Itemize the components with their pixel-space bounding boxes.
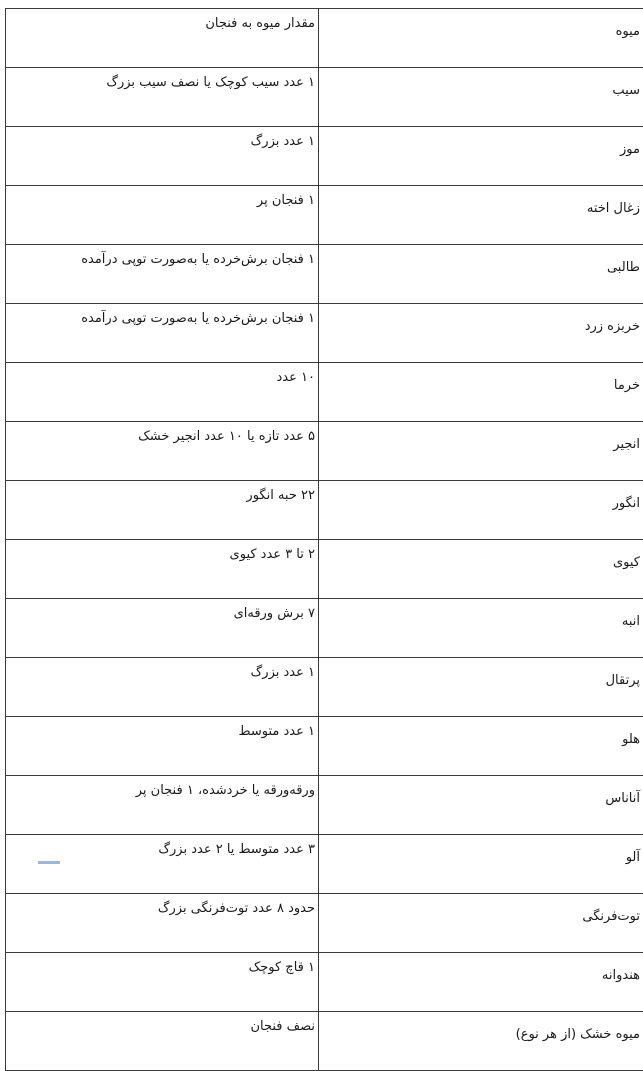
fruit-amount-cell: ۱ عدد سیب کوچک یا نصف سیب بزرگ (6, 68, 319, 127)
fruit-amount-cell: ۵ عدد تازه یا ۱۰ عدد انجیر خشک (6, 422, 319, 481)
fruit-name-cell: پرتقال (319, 658, 643, 717)
table-row (6, 245, 643, 304)
fruit-name-cell: آناناس (319, 776, 643, 835)
table-row (6, 835, 643, 894)
fruit-name-cell: انگور (319, 481, 643, 540)
fruit-name-cell: خربزه زرد (319, 304, 643, 363)
fruit-name-cell: موز (319, 127, 643, 186)
table-row (6, 717, 643, 776)
fruit-amount-cell: ۳ عدد متوسط یا ۲ عدد بزرگ (6, 835, 319, 894)
fruit-name-cell: هندوانه (319, 953, 643, 1012)
table-row (6, 1012, 643, 1071)
table-row (6, 363, 643, 422)
fruit-name-cell: زغال اخته (319, 186, 643, 245)
fruit-name-cell: انبه (319, 599, 643, 658)
fruit-amount-cell: ۱ عدد متوسط (6, 717, 319, 776)
fruit-amount-cell: نصف فنجان (6, 1012, 319, 1071)
table-row (6, 658, 643, 717)
fruit-amount-cell: ۱ عدد بزرگ (6, 127, 319, 186)
fruit-name-cell: سیب (319, 68, 643, 127)
fruit-name-cell: هلو (319, 717, 643, 776)
fruit-amount-cell: ۷ برش ورقه‌ای (6, 599, 319, 658)
fruit-name-cell: میوه (319, 9, 643, 68)
fruit-amount-cell: ۱ قاچ کوچک (6, 953, 319, 1012)
table-row (6, 9, 643, 68)
fruit-name-cell: میوه خشک (از هر نوع) (319, 1012, 643, 1071)
fruit-name-cell: طالبی (319, 245, 643, 304)
fruit-name-cell: توت‌فرنگی (319, 894, 643, 953)
table-row (6, 68, 643, 127)
table-row (6, 481, 643, 540)
fruit-amount-cell: ۲۲ حبه انگور (6, 481, 319, 540)
table-row (6, 776, 643, 835)
fruit-name-cell: آلو (319, 835, 643, 894)
fruit-amount-cell: ۱ فنجان پر (6, 186, 319, 245)
fruit-name-cell: انجیر (319, 422, 643, 481)
fruit-name-cell: خرما (319, 363, 643, 422)
table-row (6, 127, 643, 186)
table-row (6, 599, 643, 658)
table-row (6, 540, 643, 599)
fruit-serving-table (5, 8, 643, 1071)
fruit-amount-cell: ورقه‌ورقه یا خردشده، ۱ فنجان پر (6, 776, 319, 835)
table-row (6, 422, 643, 481)
fruit-amount-cell: حدود ۸ عدد توت‌فرنگی بزرگ (6, 894, 319, 953)
fruit-amount-cell: ۱ فنجان برش‌خرده یا به‌صورت توپی درآمده (6, 245, 319, 304)
fruit-name-cell: کیوی (319, 540, 643, 599)
fruit-amount-cell: مقدار میوه به فنجان (6, 9, 319, 68)
fruit-amount-cell: ۱ فنجان برش‌خرده یا به‌صورت توپی درآمده (6, 304, 319, 363)
table-row (6, 953, 643, 1012)
fruit-amount-cell: ۱ عدد بزرگ (6, 658, 319, 717)
table-row (6, 186, 643, 245)
table-row (6, 304, 643, 363)
fruit-amount-cell: ۱۰ عدد (6, 363, 319, 422)
fruit-amount-cell: ۲ تا ۳ عدد کیوی (6, 540, 319, 599)
table-row (6, 894, 643, 953)
